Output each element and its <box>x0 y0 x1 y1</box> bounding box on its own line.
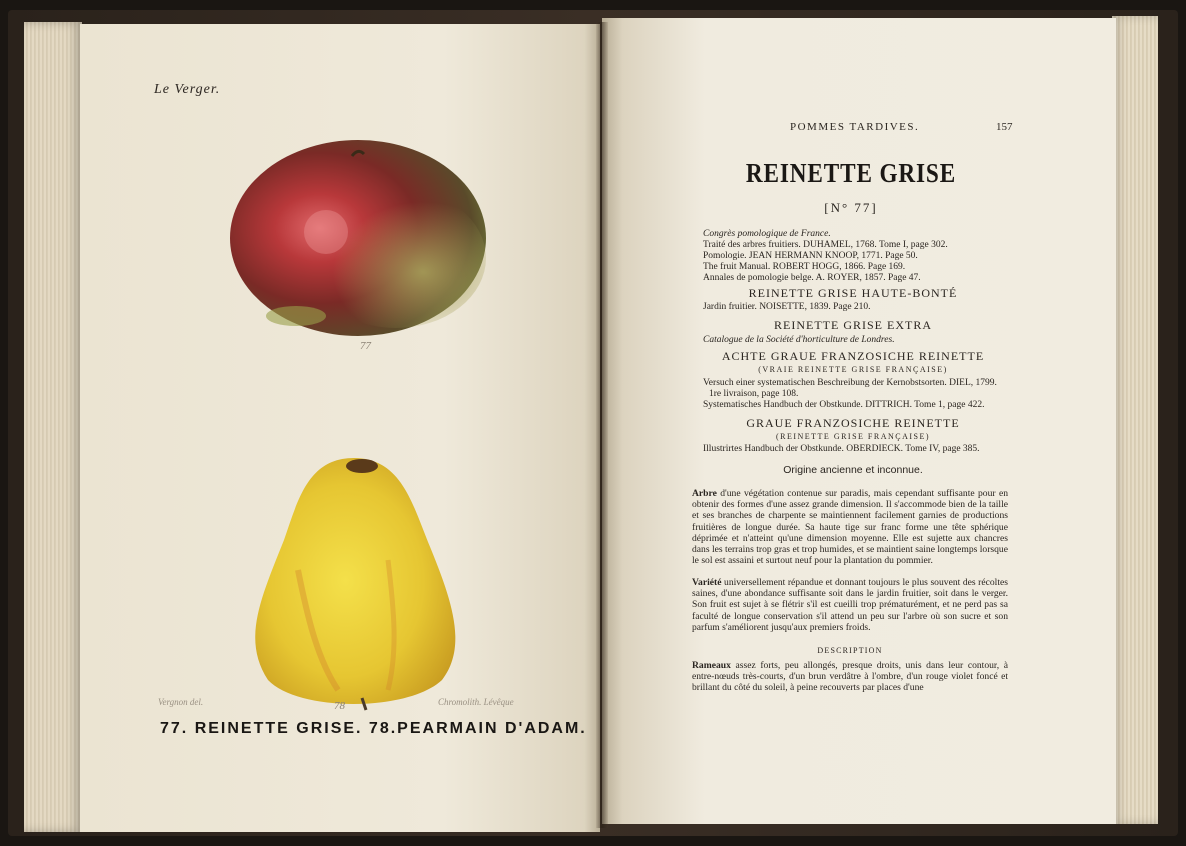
paragraph-text: universellement répandue et donnant toujours le plus souvent des récoltes saines, d'une abondance suffisante soit dans le jardin fruitier, soit dans le verger. Son fruit est sujet à se flétrir s'il est cueilli trop prématurément, et ne perd pas sa faculté de longue conservation s'il attend un peu sur l'arbre où son sucre et son parfum s'améliorent jusqu'aux premiers froids. <box>692 577 1008 633</box>
synonym-heading-1: REINETTE GRISE HAUTE-BONTÉ <box>748 286 958 300</box>
paragraph-text: assez forts, peu allongés, presque droits, unis dans leur contour, à entre-nœuds très-courts, d'un brun verdâtre à l'ombre, d'un rouge violet foncé et brillant du côté du soleil, à peine recouverts par places d'une <box>692 660 1008 694</box>
running-head: POMMES TARDIVES. <box>790 121 920 133</box>
synonym-heading-4: GRAUE FRANZOSICHE REINETTE <box>746 416 960 430</box>
reference-line: Pomologie. JEAN HERMANN KNOOP, 1771. Page 50. <box>703 251 918 261</box>
synonym-subheading-3: (VRAIE REINETTE GRISE FRANÇAISE) <box>758 365 948 374</box>
reference-line: Traité des arbres fruitiers. DUHAMEL, 1768. Tome I, page 302. <box>703 240 948 250</box>
paragraph-arbre <box>692 488 1008 566</box>
figure-number-77: 77 <box>360 340 371 352</box>
synonym-heading-2: REINETTE GRISE EXTRA <box>774 318 932 332</box>
reference-line: Jardin fruitier. NOISETTE, 1839. Page 210. <box>703 302 871 312</box>
references-block-1 <box>703 229 948 284</box>
plate-heading: Le Verger. <box>154 82 221 97</box>
reference-line: 1re livraison, page 108. <box>709 389 799 399</box>
reference-line: Illustrirtes Handbuch der Obstkunde. OBERDIECK. Tome IV, page 385. <box>703 444 980 454</box>
reference-line: Annales de pomologie belge. A. ROYER, 1857. Page 47. <box>703 273 921 283</box>
references-block-4 <box>703 378 997 411</box>
paragraph-text: d'une végétation contenue sur paradis, mais cependant suffisante pour en obtenir des formes d'une assez grande dimension. Il s'accommode bien de la taille et ses branches de charpente se maintiennent facilement garnies de productions fruitières de longue durée. Sa haute tige sur franc forme une tête sphérique déprimée et n'atteint qu'une dimension moyenne. Elle est sujette aux chancres dans les terrains trop gras et trop humides, et se maintient saine longtemps lorsque le sol est assaini et surtout neuf pour la plantation du pommier. <box>692 488 1008 567</box>
paragraph-lead: Variété <box>692 577 722 588</box>
page-number: 157 <box>996 121 1013 133</box>
references-block-5 <box>703 444 980 455</box>
apple-illustration-77 <box>226 130 490 340</box>
synonym-subheading-4: (REINETTE GRISE FRANÇAISE) <box>775 432 931 441</box>
reference-line: Catalogue de la Société d'horticulture de Londres. <box>703 335 895 345</box>
references-block-2 <box>703 302 871 313</box>
book-gutter <box>596 22 608 828</box>
plate-caption: 77. REINETTE GRISE. 78.PEARMAIN D'ADAM. <box>160 720 587 737</box>
paragraph-variete <box>692 577 1008 633</box>
reference-line: Congrès pomologique de France. <box>703 229 831 239</box>
lithographer-credit: Chromolith. Lévêque <box>438 697 514 707</box>
entry-number: [N° 77] <box>824 200 878 215</box>
description-heading: DESCRIPTION <box>817 646 883 655</box>
origin-statement: Origine ancienne et inconnue. <box>783 464 923 476</box>
reference-line: Systematisches Handbuch der Obstkunde. DITTRICH. Tome 1, page 422. <box>703 400 985 410</box>
apple-illustration-78 <box>238 450 470 712</box>
paragraph-rameaux <box>692 660 1008 694</box>
page-edges-left <box>24 22 82 832</box>
illustrator-credit: Vergnon del. <box>158 697 204 707</box>
paragraph-lead: Rameaux <box>692 660 731 671</box>
figure-number-78: 78 <box>334 700 345 712</box>
synonym-heading-3: ACHTE GRAUE FRANZOSICHE REINETTE <box>721 349 985 363</box>
reference-line: Versuch einer systematischen Beschreibung der Kernobstsorten. DIEL, 1799. <box>703 378 997 388</box>
page-edges-right <box>1112 16 1158 824</box>
references-block-3 <box>703 335 895 346</box>
entry-title: REINETTE GRISE <box>745 158 957 188</box>
reference-line: The fruit Manual. ROBERT HOGG, 1866. Page 169. <box>703 262 906 272</box>
paragraph-lead: Arbre <box>692 488 717 499</box>
